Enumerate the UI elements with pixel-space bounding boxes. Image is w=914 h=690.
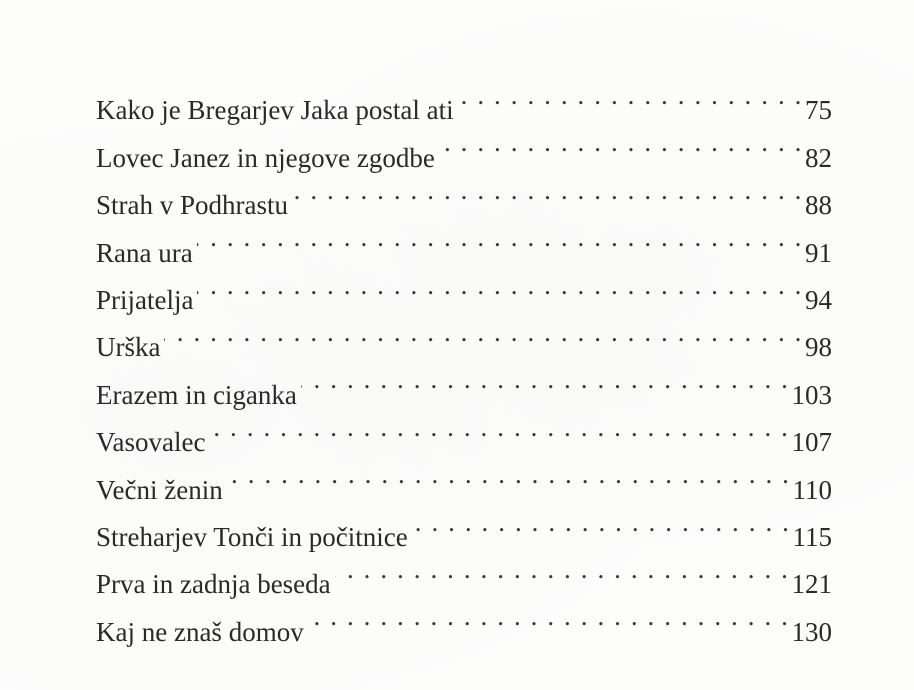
toc-dot-leader [458, 72, 803, 119]
toc-entry-page-number: 88 [805, 190, 832, 221]
toc-entry [96, 356, 832, 410]
toc-entry [96, 214, 832, 268]
toc-dot-leader [197, 214, 803, 261]
toc-dot-leader [227, 451, 791, 498]
toc-dot-leader [301, 356, 790, 403]
table-of-contents [96, 72, 832, 647]
toc-entry [96, 262, 832, 315]
toc-entry-page-number: 121 [791, 569, 832, 600]
toc-entry-page-number: 130 [791, 616, 832, 647]
toc-entry-title: Rana ura [96, 237, 193, 268]
toc-entry-title: Strah v Podhrastu [96, 190, 288, 221]
toc-entry-page-number: 115 [792, 521, 832, 552]
toc-dot-leader [209, 404, 789, 451]
toc-entry-page-number: 75 [805, 95, 832, 126]
toc-dot-leader [308, 593, 790, 640]
toc-entry-title: Erazem in ciganka [96, 379, 297, 410]
toc-entry-page-number: 82 [805, 142, 832, 173]
toc-entry [96, 309, 832, 363]
toc-entry-page-number: 91 [805, 237, 832, 268]
toc-entry-title: Streharjev Tonči in počitnice [96, 521, 408, 552]
toc-dot-leader [439, 119, 803, 166]
toc-entry-title: Večni ženin [96, 474, 223, 505]
toc-entry-title: Lovec Janez in njegove zgodbe [96, 142, 435, 173]
toc-entry-page-number: 110 [792, 474, 832, 505]
toc-entry-title: Prva in zadnja beseda [96, 569, 331, 600]
toc-dot-leader [292, 167, 803, 214]
toc-entry-title: Prijatelja [96, 284, 194, 315]
toc-entry-page-number: 98 [805, 332, 832, 363]
toc-dot-leader [412, 499, 791, 546]
toc-dot-leader [335, 546, 790, 593]
toc-entry-title: Kaj ne znaš domov [96, 616, 304, 647]
toc-entry-title: Kako je Bregarjev Jaka postal ati [96, 95, 454, 126]
toc-entry-title: Vasovalec [96, 427, 206, 458]
toc-entry-title: Urška [96, 332, 161, 363]
toc-entry [96, 72, 832, 126]
toc-entry-page-number: 107 [791, 427, 832, 458]
toc-dot-leader [197, 262, 803, 309]
toc-entry-page-number: 94 [805, 284, 832, 315]
toc-dot-leader [164, 309, 803, 356]
toc-entry-page-number: 103 [791, 379, 832, 410]
